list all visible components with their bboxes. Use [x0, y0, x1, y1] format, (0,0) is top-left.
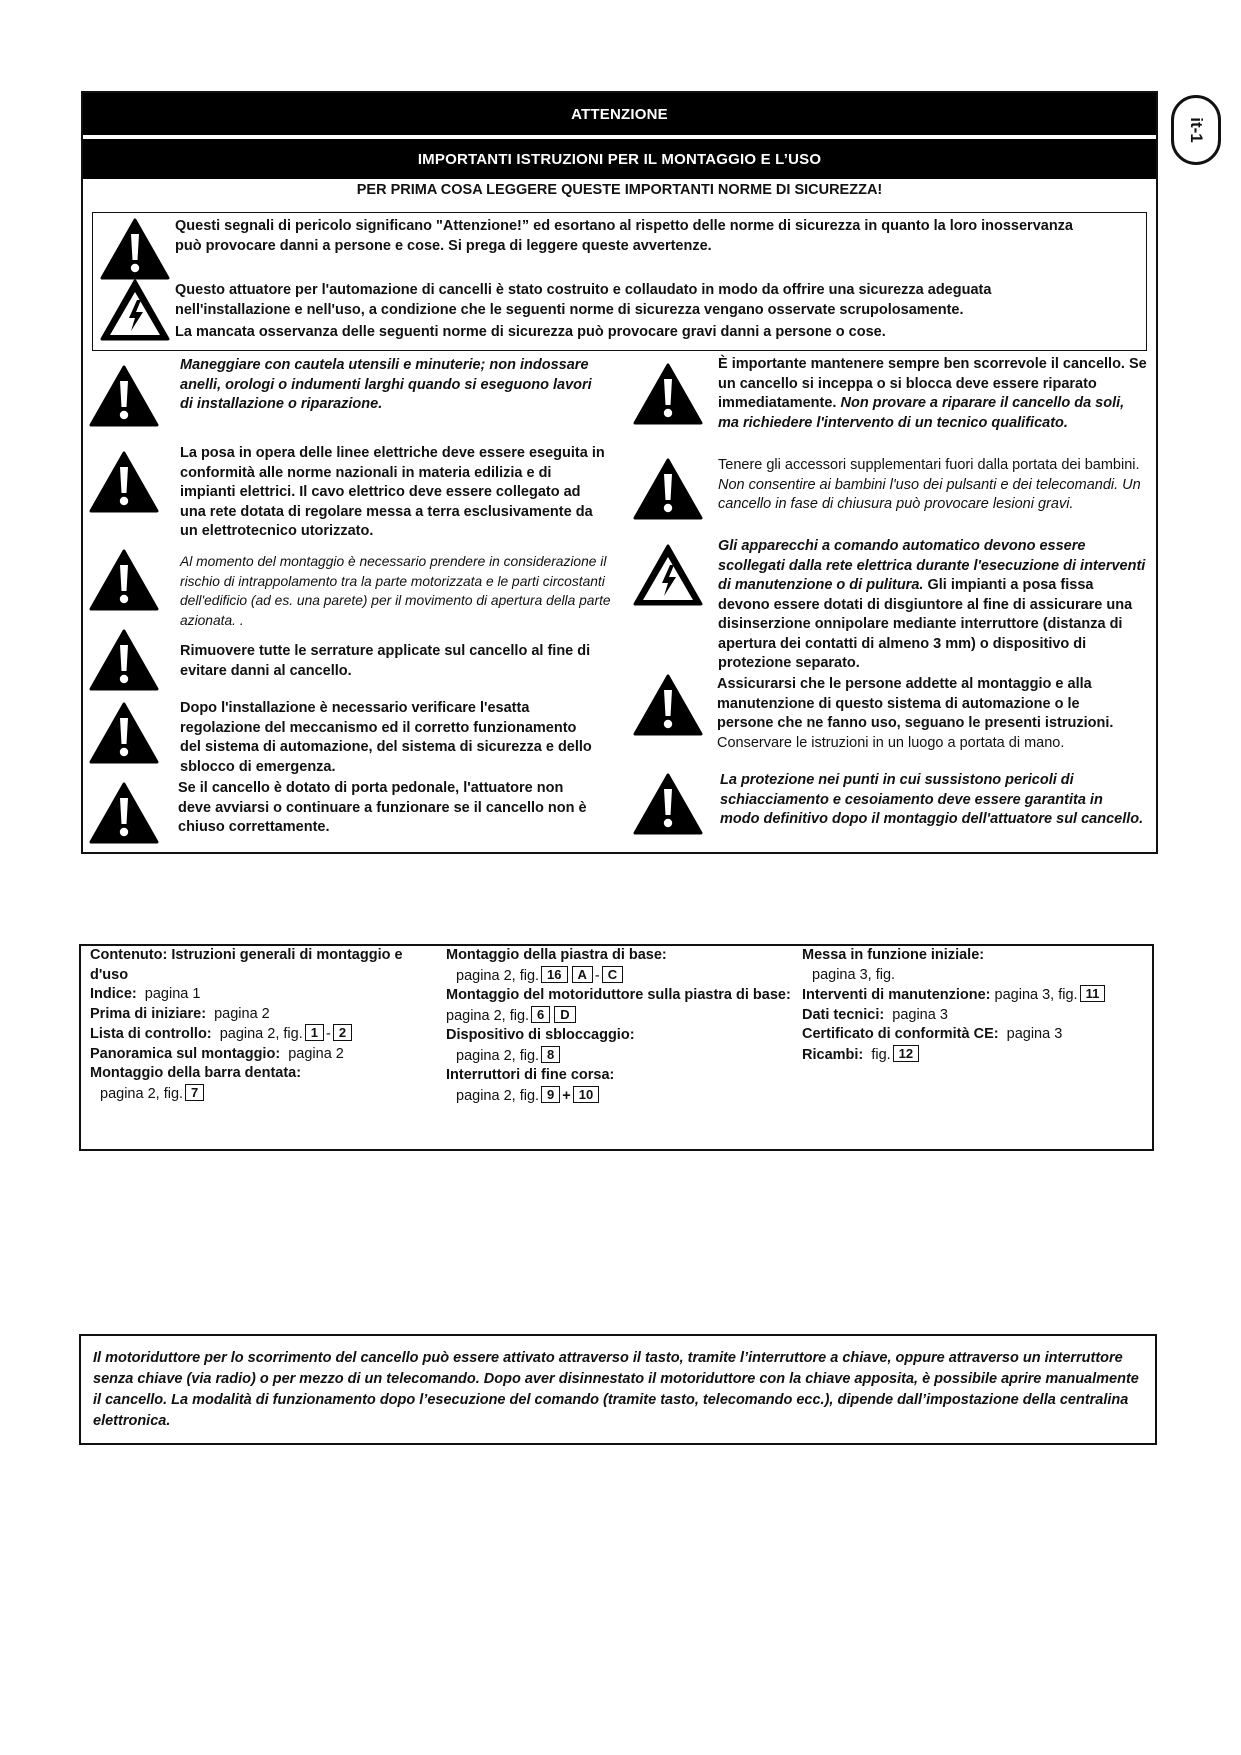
toc-limit-switches: Interruttori di fine corsa:: [446, 1067, 615, 1083]
right-warning-2: Tenere gli accessori supplementari fuori dalla portata dei bambini. Non consentire ai bambini l'uso dei pulsanti e dei telecomandi. Un cancello in fase di chiusura può provocare lesioni gravi.: [718, 457, 1141, 512]
toc-base-plate: Montaggio della piastra di base:: [446, 947, 667, 963]
toc-startup: Messa in funzione iniziale:: [802, 947, 985, 963]
left-warning-3: Al momento del montaggio è necessario prendere in considerazione il rischio di intrappolamento tra la parte motorizzata e le parti circostanti dell'edificio (ad es. una parete) per il movimento di apertura della parte azionata. .: [180, 554, 611, 628]
page-number: it-1: [1187, 117, 1206, 143]
electrical-hazard-icon: [100, 278, 170, 342]
electrical-hazard-icon: [633, 543, 703, 607]
warning-exclamation-icon: [633, 362, 703, 426]
toc-index: Indice: pagina 1: [90, 986, 201, 1002]
page-number-tab: [1171, 95, 1221, 165]
toc-base-ref: pagina 2, fig. 16 A - C: [446, 966, 796, 987]
figure-ref: D: [554, 1006, 575, 1023]
toc-certificate: Certificato di conformità CE: pagina 3: [802, 1026, 1063, 1042]
warning-exclamation-icon: [633, 772, 703, 836]
figure-ref: 7: [185, 1084, 204, 1101]
warning-exclamation-icon: [100, 217, 170, 281]
figure-ref: C: [602, 966, 623, 983]
figure-ref: 12: [893, 1045, 919, 1062]
toc-rack: Montaggio della barra dentata:: [90, 1065, 302, 1081]
toc-release-ref: pagina 2, fig. 8: [446, 1046, 796, 1067]
read-first-heading: PER PRIMA COSA LEGGERE QUESTE IMPORTANTI NORME DI SICUREZZA!: [356, 182, 883, 198]
warning-exclamation-icon: [89, 628, 159, 692]
toc-checklist: Lista di controllo: pagina 2, fig. 1 - 2: [90, 1024, 435, 1045]
warning-exclamation-icon: [89, 548, 159, 612]
toc-before: Prima di iniziare: pagina 2: [90, 1005, 270, 1022]
right-warning-4: Assicurarsi che le persone addette al montaggio e alla manutenzione di questo sistema di automazione o le persone che ne fanno uso, seguano le presenti istruzioni. Conservare le istruzioni in un luogo a portata di mano.: [717, 676, 1114, 751]
warning-exclamation-icon: [89, 781, 159, 845]
toc-technical-data: Dati tecnici: pagina 3: [802, 1006, 948, 1023]
figure-ref: 9: [541, 1086, 560, 1103]
figure-ref: 6: [531, 1006, 550, 1023]
toc-overview: Panoramica sul montaggio: pagina 2: [90, 1045, 344, 1062]
figure-ref: 2: [333, 1024, 352, 1041]
left-warning-1: Maneggiare con cautela utensili e minuterie; non indossare anelli, orologi o indumenti larghi quando si eseguono lavori di installazione o riparazione.: [180, 357, 592, 412]
figure-ref: 11: [1080, 985, 1106, 1002]
toc-motor: Montaggio del motoriduttore sulla piastra di base: pagina 2, fig. 6 D: [446, 987, 791, 1024]
toc-column-3: [802, 946, 1147, 1065]
warning-exclamation-icon: [89, 450, 159, 514]
toc-limit-ref: pagina 2, fig. 9 + 10: [446, 1086, 796, 1107]
toc-contents: Contenuto: Istruzioni generali di montaggio e d'uso: [90, 947, 403, 983]
warning-exclamation-icon: [89, 701, 159, 765]
toc-rack-ref: pagina 2, fig. 7: [90, 1084, 435, 1105]
instructions-heading: IMPORTANTI ISTRUZIONI PER IL MONTAGGIO E L’USO: [83, 139, 1156, 179]
toc-maintenance: Interventi di manutenzione: pagina 3, fig. 11: [802, 985, 1147, 1006]
left-warning-2: La posa in opera delle linee elettriche deve essere eseguita in conformità alle norme nazionali in materia edilizia e di impianti elettrici. Il cavo elettrico deve essere collegato ad una rete dotata di regolare messa a terra esclusivamente da un elettrotecnico utorizzato.: [180, 445, 605, 539]
toc-column-2: [446, 946, 796, 1106]
toc-spare-parts: Ricambi: fig. 12: [802, 1045, 1147, 1066]
toc-release: Dispositivo di sbloccaggio:: [446, 1027, 635, 1043]
right-warning-5: La protezione nei punti in cui sussistono pericoli di schiacciamento e cesoiamento deve essere garantita in modo definitivo dopo il montaggio dell'attuatore sul cancello.: [720, 772, 1144, 827]
left-warning-6: Se il cancello è dotato di porta pedonale, l'attuatore non deve avviarsi o continuare a funzionare se il cancello non è chiuso correttamente.: [178, 780, 587, 835]
warning-exclamation-icon: [89, 364, 159, 428]
toc-startup-ref: pagina 3, fig.: [812, 966, 896, 983]
figure-ref: 16: [541, 966, 567, 983]
figure-ref: 1: [305, 1024, 324, 1041]
figure-ref: 10: [573, 1086, 599, 1103]
left-warning-5: Dopo l'installazione è necessario verificare l'esatta regolazione del meccanismo ed il corretto funzionamento del sistema di automazione, del sistema di sicurezza e dello sblocco di emergenza.: [180, 700, 592, 775]
right-warning-3: Gli apparecchi a comando automatico devono essere scollegati dalla rete elettrica durante l'esecuzione di interventi di manutenzione o di pulitura. Gli impianti a posa fissa devono essere dotati di disgiuntore al fine di assicurare una disinserzione onnipolare mediante interruttore (distanza di apertura dei contatti di almeno 3 mm) o dispositivo di protezione separato.: [718, 538, 1146, 671]
warning-exclamation-icon: [633, 457, 703, 521]
right-warning-1: È importante mantenere sempre ben scorrevole il cancello. Se un cancello si inceppa o si blocca deve essere riparato immediatamente. Non provare a riparare il cancello da soli, ma richiedere l'intervento di un tecnico qualificato.: [718, 356, 1147, 431]
figure-ref: 8: [541, 1046, 560, 1063]
warning-exclamation-icon: [633, 673, 703, 737]
attention-heading: ATTENZIONE: [83, 93, 1156, 135]
figure-ref: A: [572, 966, 593, 983]
left-warning-4: Rimuovere tutte le serrature applicate sul cancello al fine di evitare danni al cancello.: [180, 643, 591, 679]
toc-column-1: [90, 946, 435, 1104]
operation-note: Il motoriduttore per lo scorrimento del cancello può essere attivato attraverso il tasto, tramite l’interruttore a chiave, oppure attraverso un interruttore senza chiave (via radio) o per mezzo di un telecomando. Dopo aver disinnestato il motoriduttore con la chiave apposita, è possibile aprire manualmente il cancello. La modalità di funzionamento dopo l’esecuzione del comando (tramite tasto, telecomando ecc.), dipende dall’impostazione della centralina elettronica.: [79, 1334, 1157, 1445]
intro-paragraph-2: Questo attuatore per l'automazione di cancelli è stato costruito e collaudato in modo da offrire una sicurezza adeguata nell'installazione e nell'uso, a condizione che le seguenti norme di sicurezza vengano osservate scrupolosamente.: [175, 282, 992, 318]
intro-paragraph-3: La mancata osservanza delle seguenti norme di sicurezza può provocare gravi danni a persone o cose.: [175, 324, 886, 340]
intro-paragraph-1: Questi segnali di pericolo significano "Attenzione!” ed esortano al rispetto delle norme di sicurezza in quanto la loro inosservanza può provocare danni a persone e cose. Si prega di leggere queste avvertenze.: [175, 218, 1073, 254]
